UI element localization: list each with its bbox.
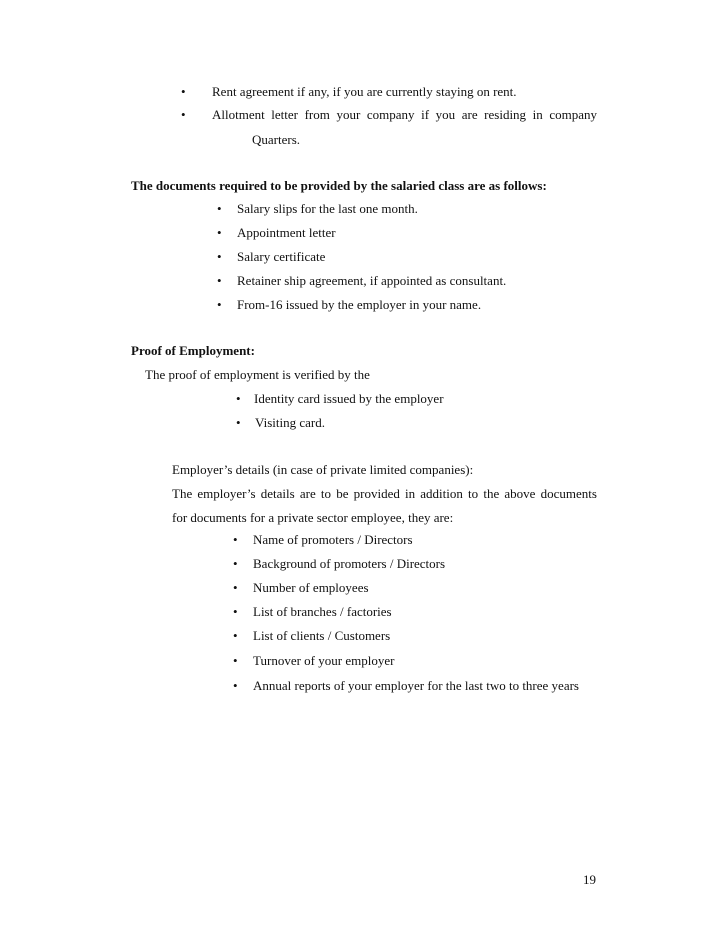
salaried-item: Salary slips for the last one month. xyxy=(237,201,418,216)
bullet-icon: • xyxy=(233,580,238,595)
employer-item: Number of employees xyxy=(253,580,369,595)
bullet-icon: • xyxy=(233,532,238,547)
employer-item: Background of promoters / Directors xyxy=(253,556,446,571)
bullet-icon: • xyxy=(181,84,186,99)
proof-intro: The proof of employment is verified by the xyxy=(145,367,370,382)
bullet-icon: • xyxy=(217,249,222,264)
bullet-icon: • xyxy=(233,556,238,571)
allotment-letter-continuation: Quarters. xyxy=(252,132,301,147)
bullet-icon: • xyxy=(233,628,238,643)
employer-paragraph-line1: The employer’s details are to be provided in addition to the above documents xyxy=(172,486,597,501)
salaried-item: Retainer ship agreement, if appointed as consultant. xyxy=(237,273,507,288)
employer-paragraph-line2: for documents for a private sector employee, they are: xyxy=(172,510,454,525)
employer-heading: Employer’s details (in case of private limited companies): xyxy=(172,462,474,477)
bullet-icon: • xyxy=(236,391,241,406)
proof-item: Identity card issued by the employer xyxy=(254,391,444,406)
employer-item: Name of promoters / Directors xyxy=(253,532,413,547)
employer-item: List of clients / Customers xyxy=(253,628,391,643)
salaried-item: Salary certificate xyxy=(237,249,326,264)
employer-item: List of branches / factories xyxy=(253,604,392,619)
page-number: 19 xyxy=(583,872,596,887)
bullet-icon: • xyxy=(217,273,222,288)
proof-heading: Proof of Employment: xyxy=(131,343,255,358)
bullet-icon: • xyxy=(233,653,238,668)
bullet-icon: • xyxy=(217,201,222,216)
bullet-icon: • xyxy=(233,604,238,619)
bullet-icon: • xyxy=(217,225,222,240)
bullet-icon: • xyxy=(217,297,222,312)
employer-item: Turnover of your employer xyxy=(253,653,395,668)
salaried-item: From-16 issued by the employer in your name. xyxy=(237,297,482,312)
salaried-item: Appointment letter xyxy=(237,225,336,240)
salaried-heading: The documents required to be provided by the salaried class are as follows: xyxy=(131,178,547,193)
proof-item: Visiting card. xyxy=(252,415,325,430)
allotment-letter-item: Allotment letter from your company if you are residing in company xyxy=(212,107,597,122)
rent-agreement-item: Rent agreement if any, if you are currently staying on rent. xyxy=(212,84,517,99)
bullet-icon: • xyxy=(236,415,241,430)
bullet-icon: • xyxy=(181,107,186,122)
bullet-icon: • xyxy=(233,678,238,693)
employer-item: Annual reports of your employer for the last two to three years xyxy=(253,678,579,693)
